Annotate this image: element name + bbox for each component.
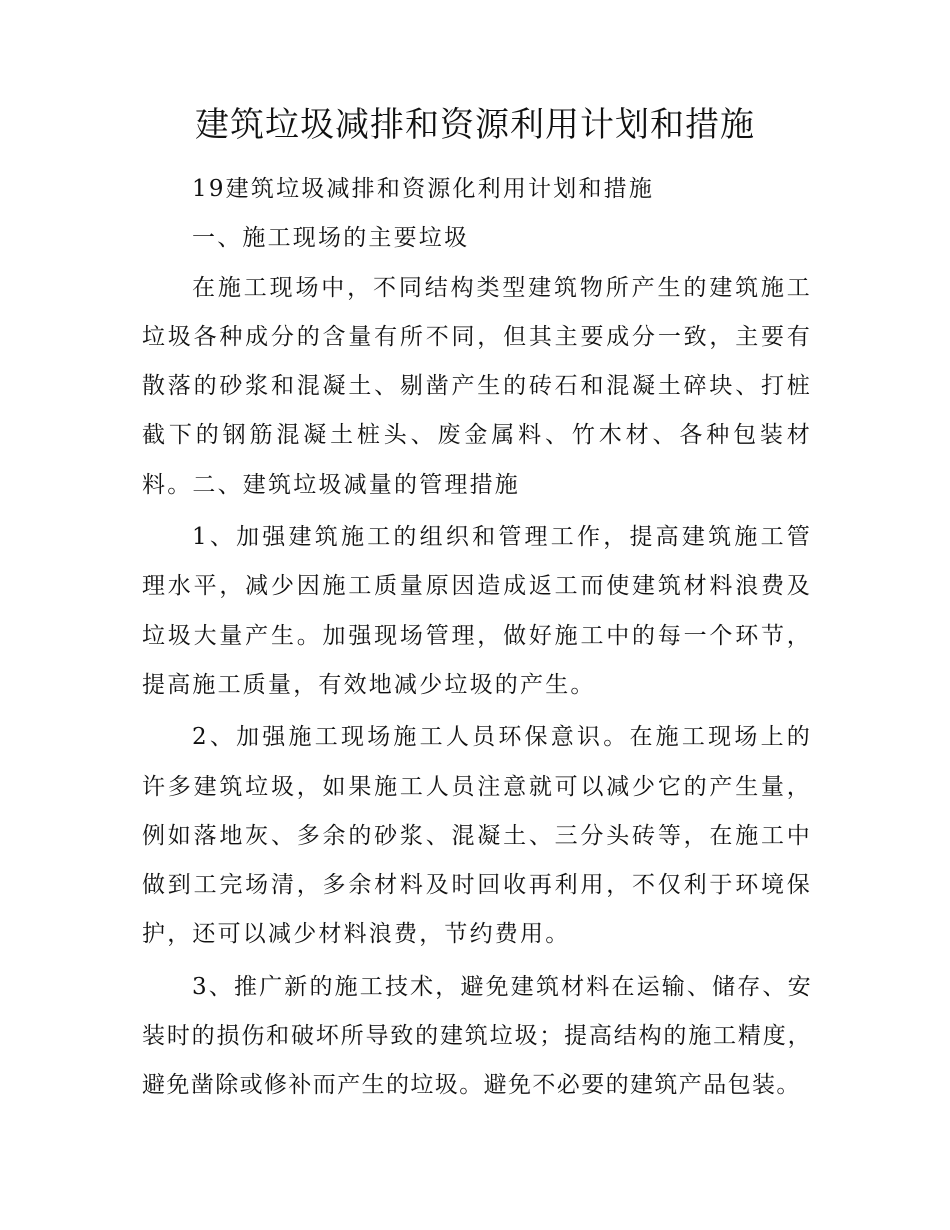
paragraph-measure-3: 3、推广新的施工技术，避免建筑材料在运输、储存、安装时的损伤和破坏所导致的建筑垃圾；提高结构的施工精度，避免凿除或修补而产生的垃圾。避免不必要的建筑产品包装。: [142, 973, 812, 1099]
document-body: [142, 165, 812, 1111]
paragraph-measure-2: 2、加强施工现场施工人员环保意识。在施工现场上的许多建筑垃圾，如果施工人员注意就可以减少它的产生量，例如落地灰、多余的砂浆、混凝土、三分头砖等，在施工中做到工完场清，多余材料及时回收再利用，不仅利于环境保护，还可以减少材料浪费，节约费用。: [142, 724, 812, 948]
paragraph-garbage-composition: 在施工现场中，不同结构类型建筑物所产生的建筑施工垃圾各种成分的含量有所不同，但其主要成分一致，主要有散落的砂浆和混凝土、剔凿产生的砖石和混凝土碎块、打桩截下的钢筋混凝土桩头、废金属料、竹木材、各种包装材料。二、建筑垃圾减量的管理措施: [142, 274, 812, 498]
document-title: 建筑垃圾减排和资源利用计划和措施: [195, 105, 755, 145]
paragraph-measure-1: 1、加强建筑施工的组织和管理工作，提高建筑施工管理水平，减少因施工质量原因造成返工而使建筑材料浪费及垃圾大量产生。加强现场管理，做好施工中的每一个环节，提高施工质量，有效地减少垃圾的产生。: [142, 524, 812, 698]
paragraph-subheading-main-garbage: 一、施工现场的主要垃圾: [192, 225, 470, 252]
paragraph-section-heading: 19建筑垃圾减排和资源化利用计划和措施: [192, 176, 655, 202]
